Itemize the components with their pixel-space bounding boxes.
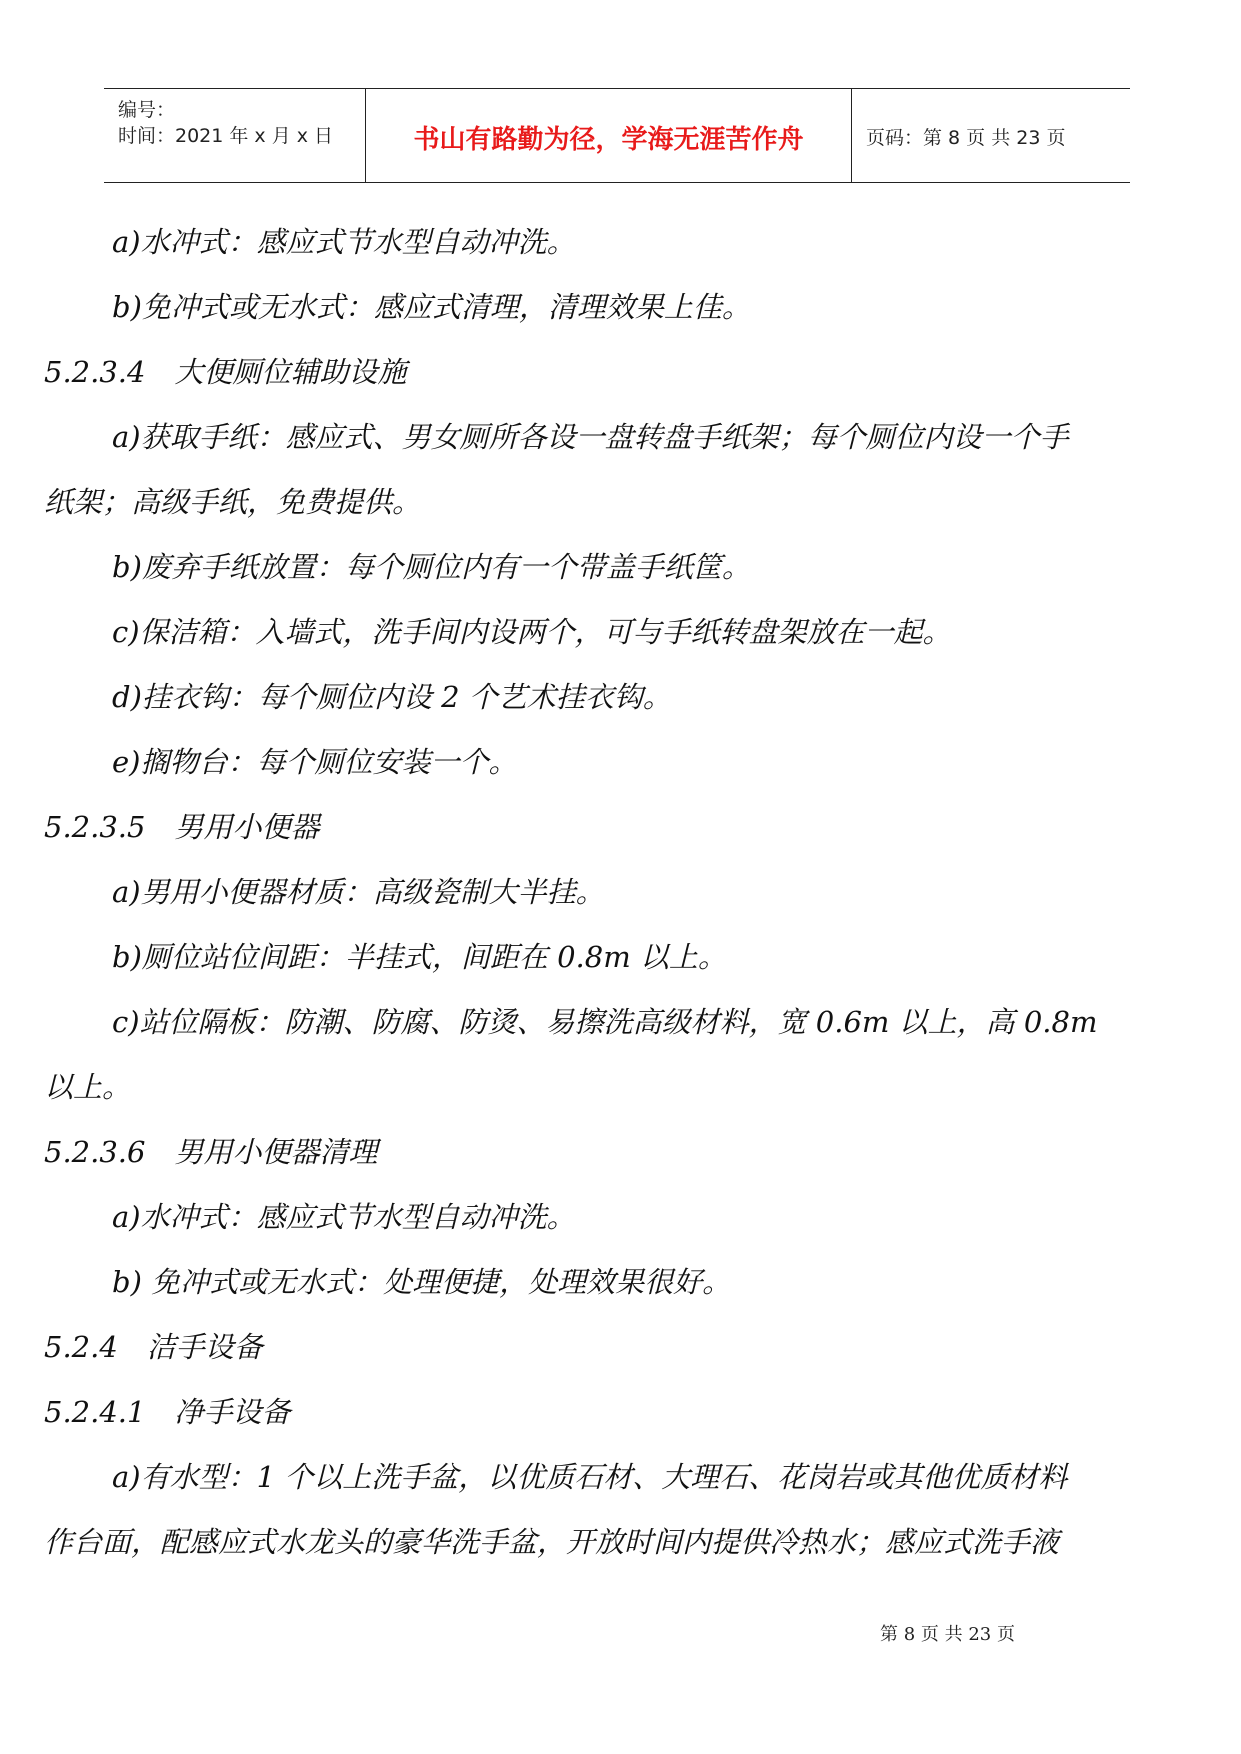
list-item: d)挂衣钩：每个厕位内设 2 个艺术挂衣钩。: [112, 680, 672, 714]
header-page-code: 页码：第 8 页 共 23 页: [866, 127, 1066, 149]
list-item: a)获取手纸：感应式、男女厕所各设一盘转盘手纸架；每个厕位内设一个手: [112, 420, 1069, 454]
section-heading: 5.2.4 洁手设备: [44, 1330, 263, 1364]
document-time-label: 时间：2021 年 x 月 x 日: [118, 125, 334, 147]
section-heading: 5.2.4.1 净手设备: [44, 1395, 291, 1429]
list-item: c)保洁箱：入墙式，洗手间内设两个，可与手纸转盘架放在一起。: [112, 615, 952, 649]
list-item: b)免冲式或无水式：感应式清理，清理效果上佳。: [112, 290, 751, 324]
list-item: b)废弃手纸放置：每个厕位内有一个带盖手纸筐。: [112, 550, 751, 584]
section-heading: 5.2.3.6 男用小便器清理: [44, 1135, 378, 1169]
list-item-continuation: 作台面，配感应式水龙头的豪华洗手盆，开放时间内提供冷热水；感应式洗手液: [44, 1525, 1060, 1559]
list-item-continuation: 纸架；高级手纸，免费提供。: [44, 485, 422, 519]
list-item-continuation: 以上。: [44, 1070, 132, 1104]
document-number-label: 编号：: [118, 99, 176, 121]
list-item: a)有水型：1 个以上洗手盆，以优质石材、大理石、花岗岩或其他优质材料: [112, 1460, 1068, 1494]
document-body: [44, 210, 1194, 1575]
page-footer: 第 8 页 共 23 页: [880, 1624, 1015, 1645]
section-heading: 5.2.3.4 大便厕位辅助设施: [44, 355, 407, 389]
header-motto: 书山有路勤为径，学海无涯苦作舟: [413, 125, 804, 155]
list-item: a)男用小便器材质：高级瓷制大半挂。: [112, 875, 605, 909]
list-item: b) 免冲式或无水式：处理便捷，处理效果很好。: [112, 1265, 732, 1299]
list-item: b)厕位站位间距：半挂式，间距在 0.8m 以上。: [112, 940, 727, 974]
list-item: c)站位隔板：防潮、防腐、防烫、易擦洗高级材料，宽 0.6m 以上，高 0.8m: [112, 1005, 1098, 1039]
header-page-cell: [852, 89, 1130, 182]
header-meta-cell: [104, 89, 365, 182]
document-header: [104, 88, 1130, 183]
list-item: a)水冲式：感应式节水型自动冲洗。: [112, 225, 576, 259]
section-heading: 5.2.3.5 男用小便器: [44, 810, 320, 844]
header-motto-cell: [365, 89, 852, 182]
list-item: a)水冲式：感应式节水型自动冲洗。: [112, 1200, 576, 1234]
list-item: e)搁物台：每个厕位安装一个。: [112, 745, 518, 779]
